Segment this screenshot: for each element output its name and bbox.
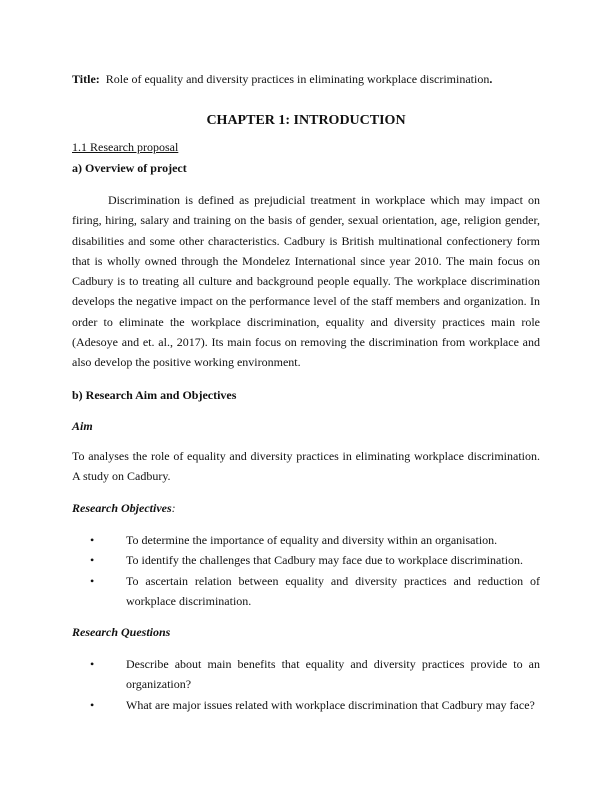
questions-list [72, 654, 540, 715]
bullet-icon: • [90, 657, 95, 671]
objectives-label-text: Research Objectives [72, 501, 172, 515]
aim-label: Aim [72, 419, 93, 433]
list-item-text: What are major issues related with workplace discrimination that Cadbury may face? [126, 697, 535, 712]
list-item [72, 571, 540, 612]
title-period: . [489, 72, 493, 86]
list-item [72, 654, 540, 695]
aim-paragraph: To analyses the role of equality and diversity practices in eliminating workplace discrimination. A study on Cadbury. [72, 449, 540, 484]
list-item [72, 550, 540, 570]
objectives-list [72, 530, 540, 611]
section-heading-overview: a) Overview of project [72, 161, 187, 175]
title-text: Role of equality and diversity practices in eliminating workplace discrimination [105, 72, 490, 86]
list-item-text: Describe about main benefits that equality and diversity practices provide to an organization? [126, 657, 540, 692]
bullet-icon: • [90, 573, 95, 588]
chapter-heading: CHAPTER 1: INTRODUCTION [206, 113, 406, 128]
objectives-label-colon: : [171, 501, 176, 515]
questions-label: Research Questions [72, 625, 171, 639]
list-item-text: To ascertain relation between equality and diversity practices and reduction of workplace discrimination. [126, 573, 540, 608]
list-item [72, 530, 540, 550]
bullet-icon: • [90, 533, 95, 547]
list-item-text: To identify the challenges that Cadbury may face due to workplace discrimination. [126, 553, 524, 568]
list-item-text: To determine the importance of equality and diversity within an organisation. [126, 533, 498, 547]
section-heading-aim-objectives: b) Research Aim and Objectives [72, 388, 237, 402]
bullet-icon: • [90, 553, 95, 568]
objectives-label [72, 501, 540, 515]
overview-paragraph: Discrimination is defined as prejudicial treatment in workplace which may impact on firing, hiring, salary and training on the basis of gender, sexual orientation, age, religion gender, disabilities and some other characteristics. Cadbury is British multinational confectionery form that is wholly owned through the Mondelez International since year 2010. The main focus on Cadbury is to treating all culture and background people equally. The workplace discrimination develops the negative impact on the performance level of the staff members and organization. In order to eliminate the workplace discrimination, equality and diversity practices main role (Adesoye and et. al., 2017). Its main focus on removing the discrimination from workplace and also develop the positive working environment. [72, 193, 540, 370]
bullet-icon: • [90, 697, 95, 712]
section-heading-research-proposal: 1.1 Research proposal [72, 140, 179, 154]
list-item [72, 695, 540, 715]
title-label: Title: [72, 72, 100, 86]
title-line [72, 72, 540, 86]
